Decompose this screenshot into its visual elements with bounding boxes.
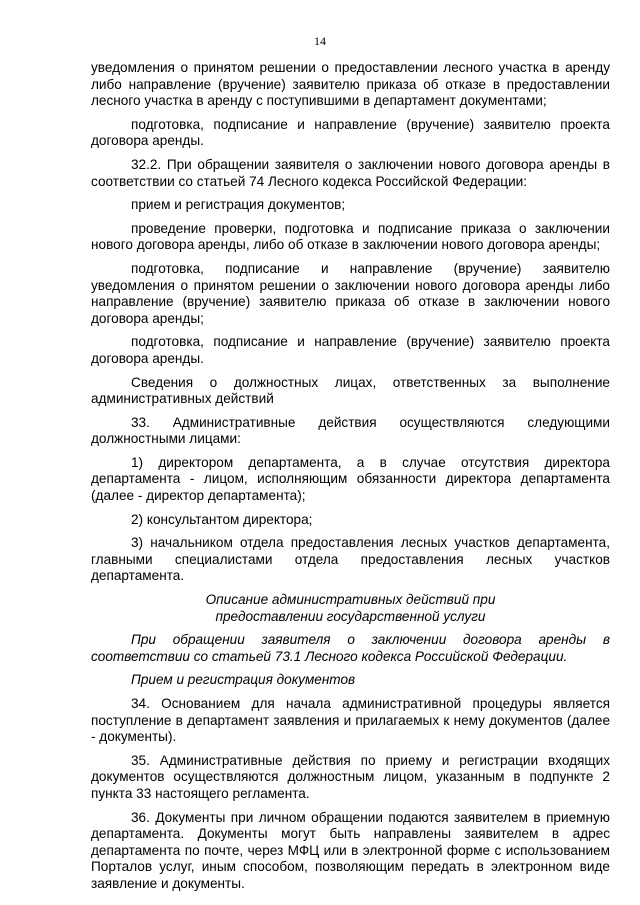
paragraph: уведомления о принятом решении о предоставлении лесного участка в аренду либо направление (вручение) заявителю приказа об отказе в предоставлении лесного участка в аренду с поступившими в департамент документами;: [91, 60, 610, 109]
paragraph: подготовка, подписание и направление (вручение) заявителю проекта договора аренды.: [91, 334, 610, 366]
paragraph: 35. Административные действия по приему и регистрации входящих документов осуществляются должностным лицом, указанным в подпункте 2 пункта 33 настоящего регламента.: [91, 752, 610, 801]
paragraph: 33. Административные действия осуществляются следующими должностными лицами:: [91, 414, 610, 447]
list-item: 2) консультантом директора;: [131, 511, 313, 527]
list-item: 1) директором департамента, а в случае отсутствия директора департамента - лицом, исполняющим обязанности директора департамента (далее - директор департамента);: [91, 454, 610, 504]
paragraph: подготовка, подписание и направление (вручение) заявителю проекта договора аренды.: [91, 116, 610, 149]
paragraph: 32.2. При обращении заявителя о заключении нового договора аренды в соответствии со статьей 74 Лесного кодекса Российской Федерации:: [91, 156, 610, 189]
section-heading: Сведения о должностных лицах, ответственных за выполнение административных действий: [91, 374, 610, 407]
paragraph: 34. Основанием для начала административной процедуры является поступление в департамент заявления и прилагаемых к нему документов (далее - документы).: [91, 696, 610, 745]
centered-heading: Описание административных действий при предоставлении государственной услуги: [205, 592, 496, 624]
paragraph: прием и регистрация документов;: [131, 197, 346, 213]
page-number: 14: [314, 34, 326, 48]
paragraph: проведение проверки, подготовка и подписание приказа о заключении нового договора аренды, либо об отказе в заключении нового договора аренды;: [91, 220, 610, 253]
paragraph: 36. Документы при личном обращении подаются заявителем в приемную департамента. Документы могут быть направлены заявителем в адрес департамента по почте, через МФЦ или в электронной форме с использованием Порталов услуг, иным способом, позволяющим передать в электронном виде заявление и документы.: [91, 809, 610, 891]
list-item: 3) начальником отдела предоставления лесных участков департамента, главными специалистами отдела предоставления лесных участков департамента.: [91, 535, 610, 584]
italic-subheading: При обращении заявителя о заключении договора аренды в соответствии со статьей 73.1 Лесного кодекса Российской Федерации.: [91, 632, 610, 664]
document-body: [91, 60, 610, 900]
italic-subheading: Прием и регистрация документов: [131, 672, 356, 688]
paragraph: подготовка, подписание и направление (вручение) заявителю уведомления о принятом решении о заключении нового договора аренды либо направление (вручение) заявителю приказа об отказе в заключении нового договора аренды;: [91, 260, 610, 326]
